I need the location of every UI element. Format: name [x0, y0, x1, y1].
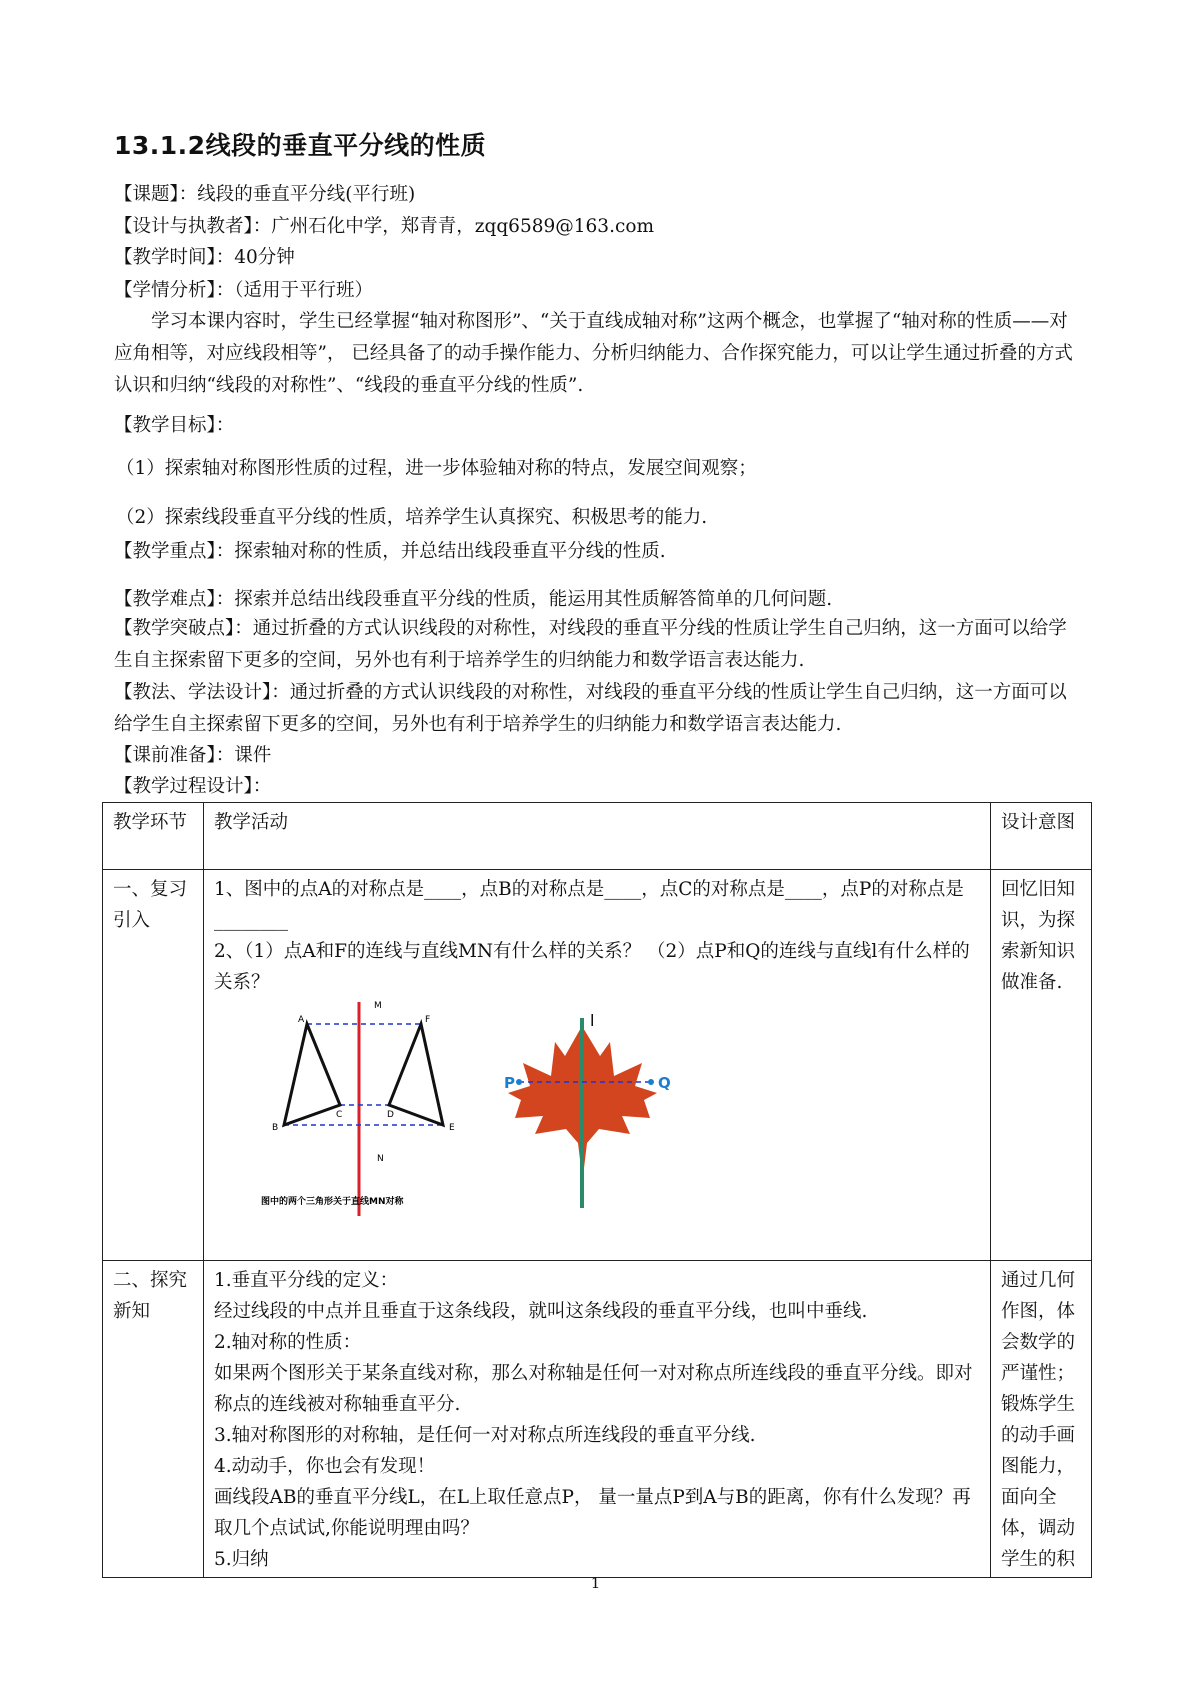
- row2-line: 1.垂直平分线的定义：: [214, 1270, 399, 1291]
- label-f: F: [425, 1015, 431, 1025]
- table-header-row: [103, 803, 1092, 870]
- goal-2: （2）探索线段垂直平分线的性质，培养学生认真探究、积极思考的能力.: [116, 507, 708, 528]
- row1-stage: 一、复习引入: [103, 870, 204, 1261]
- row2-line: 5.归纳: [214, 1549, 269, 1570]
- goals-label: 【教学目标】：: [114, 415, 235, 436]
- page-title: 13.1.2线段的垂直平分线的性质: [114, 131, 487, 160]
- row2-line: 经过线段的中点并且垂直于这条线段，就叫这条线段的垂直平分线，也叫中垂线.: [214, 1301, 868, 1322]
- triangle-abc: [284, 1024, 343, 1125]
- prep: 【课前准备】：课件: [114, 745, 272, 766]
- label-m: M: [374, 1001, 382, 1011]
- analysis-label: 【学情分析】：（适用于平行班）: [114, 280, 374, 301]
- row1-question-1: 1、图中的点A的对称点是____，点B的对称点是____，点C的对称点是____，点P的对称点是________: [214, 879, 964, 931]
- row2-stage: 二、探究新知: [103, 1261, 204, 1578]
- process-label: 【教学过程设计】：: [114, 776, 272, 797]
- table-row: [103, 1261, 1092, 1578]
- row2-line: 3.轴对称图形的对称轴，是任何一对对称点所连线段的垂直平分线.: [214, 1425, 756, 1446]
- process-table: [102, 802, 1092, 1578]
- row1-intent: 回忆旧知识，为探索新知识做准备.: [991, 870, 1092, 1261]
- label-d: D: [387, 1110, 394, 1120]
- key-point: 【教学重点】：探索轴对称的性质，并总结出线段垂直平分线的性质.: [114, 541, 666, 562]
- figure-area: [214, 998, 980, 1258]
- point-q: [648, 1079, 654, 1085]
- label-b: B: [272, 1123, 279, 1133]
- goal-1: （1）探索轴对称图形性质的过程，进一步体验轴对称的特点，发展空间观察；: [116, 458, 757, 479]
- label-a: A: [298, 1015, 305, 1025]
- figure-caption: 图中的两个三角形关于直线MN对称: [261, 1197, 404, 1207]
- analysis-text: 学习本课内容时，学生已经掌握“轴对称图形”、“关于直线成轴对称”这两个概念，也掌握了“轴对称的性质——对应角相等，对应线段相等”， 已经具备了的动手操作能力、分析归纳能力、合作探究能力，可以让学生通过折叠的方式认识和归纳“线段的对称性”、“线段的垂直平分线的性质”.: [114, 311, 1073, 396]
- point-p: [516, 1079, 522, 1085]
- row2-activity: [204, 1261, 991, 1578]
- page-number: 1: [590, 1574, 601, 1592]
- header-stage: 教学环节: [103, 803, 204, 870]
- symmetry-figures: [214, 998, 974, 1258]
- row1-activity: [204, 870, 991, 1261]
- label-c: C: [336, 1110, 343, 1120]
- header-intent: 设计意图: [991, 803, 1092, 870]
- methods: 【教法、学法设计】：通过折叠的方式认识线段的对称性，对线段的垂直平分线的性质让学生自己归纳，这一方面可以给学生自主探索留下更多的空间，另外也有利于培养学生的归纳能力和数学语言表达能力.: [114, 682, 1067, 735]
- row1-question-2: 2、（1）点A和F的连线与直线MN有什么样的关系？ （2）点P和Q的连线与直线l有什么样的关系？: [214, 941, 970, 993]
- label-l: l: [590, 1011, 595, 1030]
- difficulty: 【教学难点】：探索并总结出线段垂直平分线的性质，能运用其性质解答简单的几何问题.: [114, 589, 833, 610]
- table-row: [103, 870, 1092, 1261]
- row2-intent: 通过几何作图，体会数学的严谨性；锻炼学生的动手画图能力，面向全体，调动学生的积: [991, 1261, 1092, 1578]
- label-e: E: [449, 1123, 455, 1133]
- header-activity: 教学活动: [204, 803, 991, 870]
- triangle-fed: [389, 1024, 443, 1125]
- row2-line: 2.轴对称的性质：: [214, 1332, 362, 1353]
- time-line: 【教学时间】：40分钟: [114, 247, 295, 268]
- row2-line: 画线段AB的垂直平分线L，在L上取任意点P， 量一量点P到A与B的距离，你有什么发现？再取几个点试试,你能说明理由吗？: [214, 1487, 971, 1539]
- row2-line: 4.动动手，你也会有发现！: [214, 1456, 436, 1477]
- label-n: N: [377, 1154, 384, 1164]
- label-p: P: [504, 1074, 515, 1092]
- label-q: Q: [658, 1074, 671, 1092]
- designer-line: 【设计与执教者】：广州石化中学，郑青青，zqq6589@163.com: [114, 216, 654, 237]
- breakthrough: 【教学突破点】：通过折叠的方式认识线段的对称性，对线段的垂直平分线的性质让学生自己归纳，这一方面可以给学生自主探索留下更多的空间，另外也有利于培养学生的归纳能力和数学语言表达能力.: [114, 618, 1067, 671]
- row2-line: 如果两个图形关于某条直线对称，那么对称轴是任何一对对称点所连线段的垂直平分线。即对称点的连线被对称轴垂直平分.: [214, 1363, 973, 1415]
- topic-line: 【课题】：线段的垂直平分线(平行班): [114, 184, 416, 205]
